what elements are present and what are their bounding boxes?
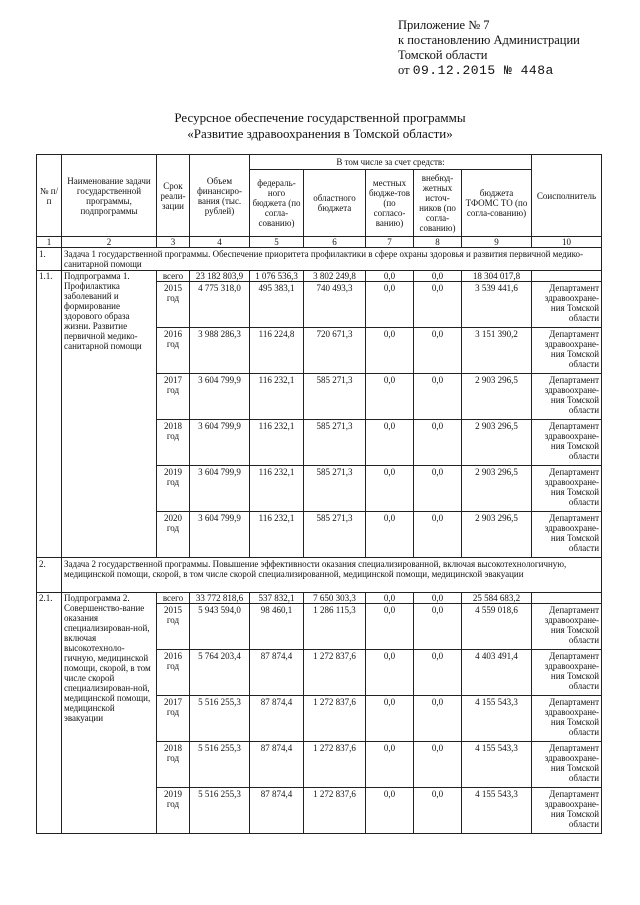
executor-cell: Департамент здравоохране-ния Томской области <box>532 788 602 834</box>
term-cell: 2016 год <box>157 650 190 696</box>
header-tfoms: бюджета ТФОМС ТО (по согла-сованию) <box>462 170 532 237</box>
title-line-1: Ресурсное обеспечение государственной программы <box>174 110 466 125</box>
tfoms-cell: 25 584 683,2 <box>462 593 532 604</box>
extra-cell: 0,0 <box>414 374 462 420</box>
extra-cell: 0,0 <box>414 282 462 328</box>
col-number: 6 <box>304 237 366 248</box>
tfoms-cell: 2 903 296,5 <box>462 374 532 420</box>
header-name: Наименование задачи государственной программы, подпрограммы <box>62 155 157 237</box>
federal-cell: 116 232,1 <box>250 420 304 466</box>
local-cell: 0,0 <box>366 466 414 512</box>
volume-cell: 3 988 286,3 <box>190 328 250 374</box>
volume-cell: 5 516 255,3 <box>190 788 250 834</box>
term-cell: 2020 год <box>157 512 190 558</box>
extra-cell: 0,0 <box>414 650 462 696</box>
tfoms-cell: 4 155 543,3 <box>462 696 532 742</box>
header-volume: Объем финансиро-вания (тыс. рублей) <box>190 155 250 237</box>
term-cell: 2017 год <box>157 696 190 742</box>
local-cell: 0,0 <box>366 512 414 558</box>
header-federal: федераль-ного бюджета (по согла-сованию) <box>250 170 304 237</box>
term-cell: 2017 год <box>157 374 190 420</box>
col-number: 7 <box>366 237 414 248</box>
col-number: 4 <box>190 237 250 248</box>
federal-cell: 98 460,1 <box>250 604 304 650</box>
local-cell: 0,0 <box>366 420 414 466</box>
appendix-region: Томской области <box>398 48 488 62</box>
regional-cell: 585 271,3 <box>304 466 366 512</box>
executor-cell: Департамент здравоохране-ния Томской области <box>532 420 602 466</box>
federal-cell: 495 383,1 <box>250 282 304 328</box>
tfoms-cell: 4 403 491,4 <box>462 650 532 696</box>
local-cell: 0,0 <box>366 650 414 696</box>
extra-cell: 0,0 <box>414 328 462 374</box>
executor-cell: Департамент здравоохране-ния Томской области <box>532 650 602 696</box>
header-executor: Соисполнитель <box>532 155 602 237</box>
appendix-date-prefix: от <box>398 63 410 77</box>
local-cell: 0,0 <box>366 742 414 788</box>
tfoms-cell: 4 155 543,3 <box>462 788 532 834</box>
col-number: 3 <box>157 237 190 248</box>
tfoms-cell: 4 155 543,3 <box>462 742 532 788</box>
extra-cell: 0,0 <box>414 696 462 742</box>
local-cell: 0,0 <box>366 328 414 374</box>
document-title <box>0 110 640 142</box>
executor-cell: Департамент здравоохране-ния Томской области <box>532 696 602 742</box>
tfoms-cell: 4 559 018,6 <box>462 604 532 650</box>
header-term: Срок реали-зации <box>157 155 190 237</box>
volume-cell: 33 772 818,6 <box>190 593 250 604</box>
volume-cell: 3 604 799,9 <box>190 512 250 558</box>
extra-cell: 0,0 <box>414 788 462 834</box>
extra-cell: 0,0 <box>414 271 462 282</box>
extra-cell: 0,0 <box>414 420 462 466</box>
task-text: Задача 2 государственной программы. Повышение эффективности оказания специализированной, включая высокотехнологичную, медицинской помощи, скорой, в том числе скорой специализированной, медицинской помощи, медицинской эвакуации <box>62 558 602 593</box>
volume-cell: 3 604 799,9 <box>190 374 250 420</box>
regional-cell: 1 272 837,6 <box>304 650 366 696</box>
regional-cell: 720 671,3 <box>304 328 366 374</box>
extra-cell: 0,0 <box>414 742 462 788</box>
subprogram-num: 1.1. <box>37 271 62 558</box>
col-number: 1 <box>37 237 62 248</box>
header-incl: В том числе за счет средств: <box>250 155 532 170</box>
term-cell: всего <box>157 271 190 282</box>
tfoms-cell: 2 903 296,5 <box>462 512 532 558</box>
header-regional: областного бюджета <box>304 170 366 237</box>
tfoms-cell: 2 903 296,5 <box>462 420 532 466</box>
regional-cell: 740 493,3 <box>304 282 366 328</box>
task-text: Задача 1 государственной программы. Обеспечение приоритета профилактики в сфере охраны здоровья и развития первичной медико-санитарной помощи <box>62 248 602 271</box>
executor-cell: Департамент здравоохране-ния Томской области <box>532 466 602 512</box>
regional-cell: 1 286 115,3 <box>304 604 366 650</box>
header-num: № п/п <box>37 155 62 237</box>
regional-cell: 585 271,3 <box>304 512 366 558</box>
term-cell: 2016 год <box>157 328 190 374</box>
volume-cell: 5 516 255,3 <box>190 696 250 742</box>
volume-cell: 3 604 799,9 <box>190 466 250 512</box>
local-cell: 0,0 <box>366 788 414 834</box>
title-line-2: «Развитие здравоохранения в Томской области» <box>187 126 453 141</box>
subprogram-name: Подпрограмма 1. Профилактика заболеваний и формирование здорового образа жизни. Развитие первичной медико-санитарной помощи <box>62 271 157 558</box>
task-num: 1. <box>37 248 62 271</box>
federal-cell: 537 832,1 <box>250 593 304 604</box>
regional-cell: 585 271,3 <box>304 374 366 420</box>
col-number: 10 <box>532 237 602 248</box>
resource-table <box>36 154 602 834</box>
extra-cell: 0,0 <box>414 512 462 558</box>
tfoms-cell: 3 151 390,2 <box>462 328 532 374</box>
executor-cell: Департамент здравоохране-ния Томской области <box>532 604 602 650</box>
local-cell: 0,0 <box>366 604 414 650</box>
volume-cell: 3 604 799,9 <box>190 420 250 466</box>
executor-cell <box>532 271 602 282</box>
volume-cell: 5 764 203,4 <box>190 650 250 696</box>
col-number: 5 <box>250 237 304 248</box>
term-cell: 2018 год <box>157 420 190 466</box>
local-cell: 0,0 <box>366 282 414 328</box>
volume-cell: 5 943 594,0 <box>190 604 250 650</box>
volume-cell: 4 775 318,0 <box>190 282 250 328</box>
term-cell: 2015 год <box>157 604 190 650</box>
term-cell: 2018 год <box>157 742 190 788</box>
volume-cell: 5 516 255,3 <box>190 742 250 788</box>
executor-cell <box>532 593 602 604</box>
regional-cell: 1 272 837,6 <box>304 696 366 742</box>
local-cell: 0,0 <box>366 374 414 420</box>
local-cell: 0,0 <box>366 271 414 282</box>
tfoms-cell: 3 539 441,6 <box>462 282 532 328</box>
regional-cell: 1 272 837,6 <box>304 742 366 788</box>
federal-cell: 87 874,4 <box>250 742 304 788</box>
term-cell: 2019 год <box>157 788 190 834</box>
appendix-block <box>398 18 580 78</box>
regional-cell: 3 802 249,8 <box>304 271 366 282</box>
col-number: 2 <box>62 237 157 248</box>
term-cell: всего <box>157 593 190 604</box>
federal-cell: 87 874,4 <box>250 696 304 742</box>
federal-cell: 116 224,8 <box>250 328 304 374</box>
local-cell: 0,0 <box>366 696 414 742</box>
header-local: местных бюдже-тов (по согласо-ванию) <box>366 170 414 237</box>
appendix-ref: к постановлению Администрации <box>398 33 580 47</box>
federal-cell: 1 076 536,3 <box>250 271 304 282</box>
federal-cell: 116 232,1 <box>250 374 304 420</box>
local-cell: 0,0 <box>366 593 414 604</box>
federal-cell: 116 232,1 <box>250 466 304 512</box>
col-number: 8 <box>414 237 462 248</box>
tfoms-cell: 18 304 017,8 <box>462 271 532 282</box>
appendix-date-value: 09.12.2015 № 448а <box>412 63 554 78</box>
volume-cell: 23 182 803,9 <box>190 271 250 282</box>
executor-cell: Департамент здравоохране-ния Томской области <box>532 512 602 558</box>
extra-cell: 0,0 <box>414 466 462 512</box>
appendix-date-line <box>398 63 580 78</box>
federal-cell: 87 874,4 <box>250 788 304 834</box>
regional-cell: 7 650 303,3 <box>304 593 366 604</box>
executor-cell: Департамент здравоохране-ния Томской области <box>532 742 602 788</box>
subprogram-num: 2.1. <box>37 593 62 834</box>
regional-cell: 1 272 837,6 <box>304 788 366 834</box>
federal-cell: 87 874,4 <box>250 650 304 696</box>
term-cell: 2019 год <box>157 466 190 512</box>
term-cell: 2015 год <box>157 282 190 328</box>
federal-cell: 116 232,1 <box>250 512 304 558</box>
extra-cell: 0,0 <box>414 593 462 604</box>
extra-cell: 0,0 <box>414 604 462 650</box>
subprogram-name: Подпрограмма 2. Совершенство-вание оказания специализирован-ной, включая высокотехноло-гичную, медицинской помощи, скорой, в том числе скорой специализирован-ной, медицинской помощи, медицинской эвакуации <box>62 593 157 834</box>
appendix-title: Приложение № 7 <box>398 18 490 32</box>
tfoms-cell: 2 903 296,5 <box>462 466 532 512</box>
executor-cell: Департамент здравоохране-ния Томской области <box>532 282 602 328</box>
task-num: 2. <box>37 558 62 593</box>
executor-cell: Департамент здравоохране-ния Томской области <box>532 374 602 420</box>
col-number: 9 <box>462 237 532 248</box>
executor-cell: Департамент здравоохране-ния Томской области <box>532 328 602 374</box>
regional-cell: 585 271,3 <box>304 420 366 466</box>
header-extra: внебюд-жетных источ-ников (по согла-сованию) <box>414 170 462 237</box>
